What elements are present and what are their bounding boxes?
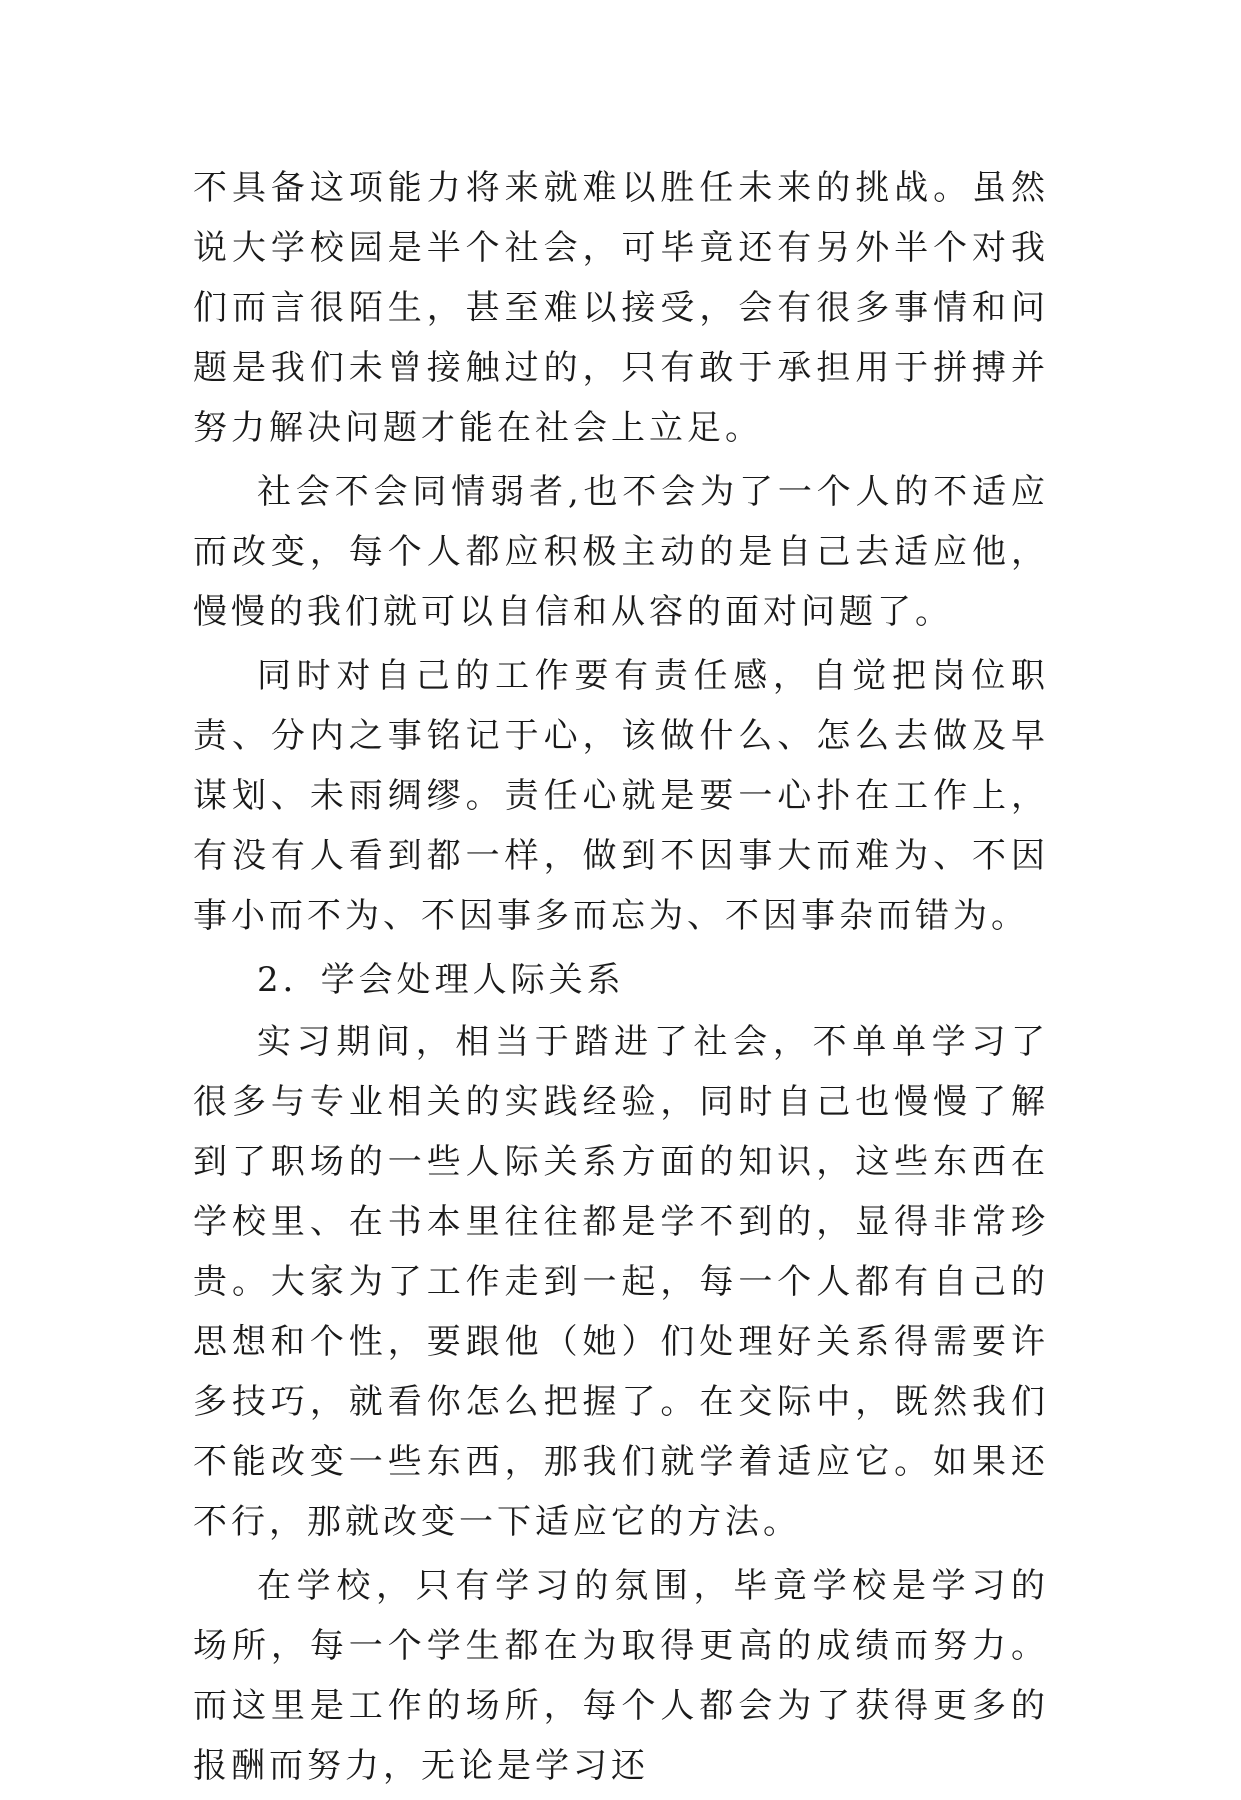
- paragraph-internship-relations: 实习期间，相当于踏进了社会，不单单学习了很多与专业相关的实践经验，同时自己也慢慢了解到了职场的一些人际关系方面的知识，这些东西在学校里、在书本里往往都是学不到的，显得非常珍贵。大家为了工作走到一起，每一个人都有自己的思想和个性，要跟他（她）们处理好关系得需要许多技巧，就看你怎么把握了。在交际中，既然我们不能改变一些东西，那我们就学着适应它。如果还不行，那就改变一下适应它的方法。: [193, 1022, 1049, 1542]
- paragraph-adapt-society: 社会不会同情弱者,也不会为了一个人的不适应而改变，每个人都应积极主动的是自己去适应他，慢慢的我们就可以自信和从容的面对问题了。: [193, 472, 1049, 632]
- document-body: [193, 158, 1049, 1800]
- paragraph-school-vs-work: 在学校，只有学习的氛围，毕竟学校是学习的场所，每一个学生都在为取得更高的成绩而努力。而这里是工作的场所，每个人都会为了获得更多的报酬而努力，无论是学习还: [193, 1566, 1049, 1786]
- paragraph-responsibility: 同时对自己的工作要有责任感，自觉把岗位职责、分内之事铭记于心，该做什么、怎么去做及早谋划、未雨绸缪。责任心就是要一心扑在工作上，有没有人看到都一样，做到不因事大而难为、不因事小而不为、不因事多而忘为、不因事杂而错为。: [193, 656, 1049, 936]
- paragraph-continuation: 不具备这项能力将来就难以胜任未来的挑战。虽然说大学校园是半个社会，可毕竟还有另外半个对我们而言很陌生，甚至难以接受，会有很多事情和问题是我们未曾接触过的，只有敢于承担用于拼搏并努力解决问题才能在社会上立足。: [193, 168, 1049, 448]
- section-heading-interpersonal: 2．学会处理人际关系: [257, 960, 625, 1000]
